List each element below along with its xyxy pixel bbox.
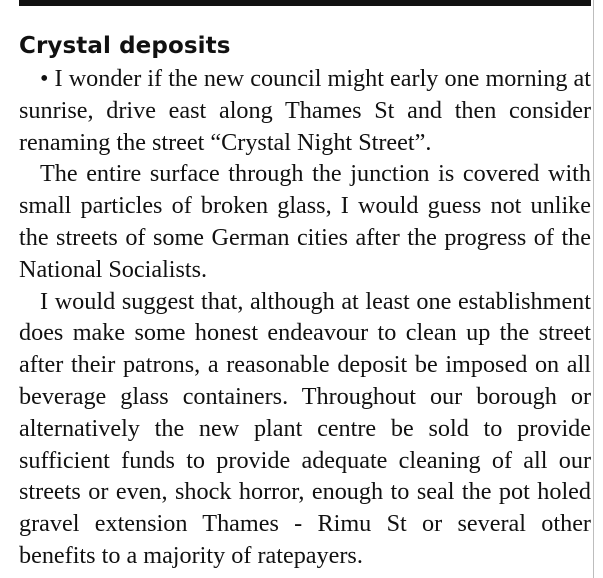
article-headline: Crystal deposits [19, 33, 231, 59]
column-divider [593, 0, 594, 578]
article-paragraph-3: I would suggest that, although at least one establishment does make some honest endeavour to clean up the street after their patrons, a reasonable deposit be imposed on all beverage glass containers. Throughout our borough or alternatively the new plant centre be sold to provide sufficient funds to provide adequate cleaning of all our streets or even, shock horror, enough to seal the pot holed gravel extension Thames - Rimu St or several other benefits to a majority of ratepayers. [19, 287, 591, 569]
letter-article [19, 32, 591, 572]
article-body [19, 63, 591, 572]
top-rule [19, 0, 591, 6]
article-paragraph-1: • I wonder if the new council might early one morning at sunrise, drive east along Thames St and then consider renaming the street “Crystal Night Street”. [19, 65, 591, 156]
article-paragraph-2: The entire surface through the junction is covered with small particles of broken glass, I would guess not unlike the streets of some German cities after the progress of the National Socialists. [19, 160, 591, 283]
